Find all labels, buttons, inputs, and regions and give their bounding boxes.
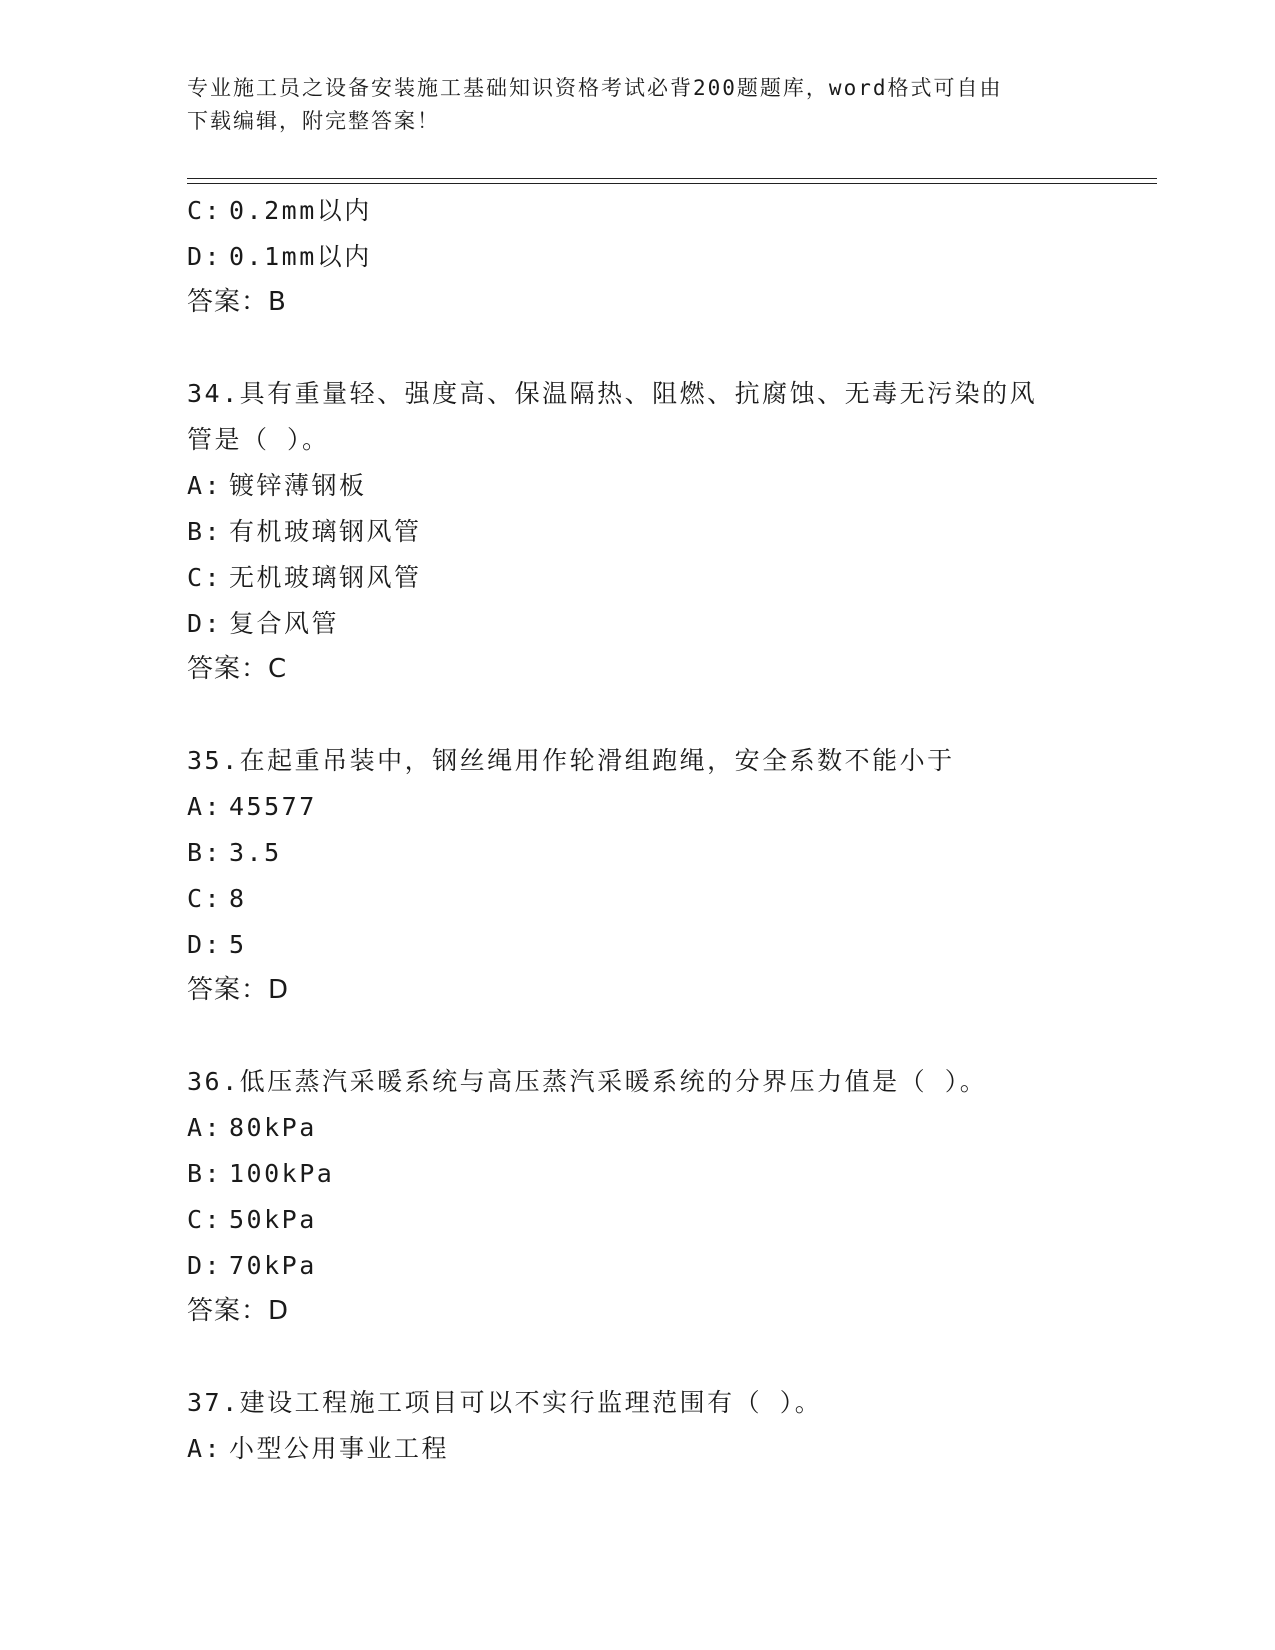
question-35	[187, 738, 1147, 1012]
question-stem: 34.具有重量轻、强度高、保温隔热、阻燃、抗腐蚀、无毒无污染的风 管是（ ）。	[187, 379, 1038, 454]
header-line-1: 专业施工员之设备安装施工基础知识资格考试必背200题题库，word格式可自由	[187, 76, 1003, 100]
option-d: D: 5	[187, 930, 247, 959]
option-b: B: 3.5	[187, 838, 282, 867]
answer-line: 答案：C	[187, 654, 288, 684]
question-stem: 37.建设工程施工项目可以不实行监理范围有（ ）。	[187, 1388, 823, 1417]
option-c: C: 无机玻璃钢风管	[187, 563, 422, 592]
answer-line: 答案：B	[187, 287, 287, 317]
question-list	[187, 188, 1147, 1472]
option-a: A: 45577	[187, 792, 317, 821]
answer-line: 答案：D	[187, 975, 290, 1005]
question-34	[187, 371, 1147, 691]
option-c: C: 8	[187, 884, 247, 913]
header-divider-top	[187, 178, 1157, 179]
question-37	[187, 1380, 1147, 1472]
option-c: C: 0.2mm以内	[187, 196, 372, 225]
option-d: D: 复合风管	[187, 609, 340, 638]
option-a: A: 80kPa	[187, 1113, 317, 1142]
option-d: D: 70kPa	[187, 1251, 317, 1280]
option-a: A: 镀锌薄钢板	[187, 471, 367, 500]
option-c: C: 50kPa	[187, 1205, 317, 1234]
carry-over-question	[187, 188, 1147, 324]
question-36	[187, 1059, 1147, 1333]
option-a: A: 小型公用事业工程	[187, 1434, 450, 1463]
header-divider-bottom	[187, 183, 1157, 184]
option-d: D: 0.1mm以内	[187, 242, 372, 271]
option-b: B: 有机玻璃钢风管	[187, 517, 422, 546]
question-stem: 35.在起重吊装中，钢丝绳用作轮滑组跑绳，安全系数不能小于	[187, 746, 955, 775]
answer-line: 答案：D	[187, 1296, 290, 1326]
header-line-2: 下载编辑，附完整答案！	[187, 109, 440, 133]
question-stem: 36.低压蒸汽采暖系统与高压蒸汽采暖系统的分界压力值是（ ）。	[187, 1067, 988, 1096]
option-b: B: 100kPa	[187, 1159, 335, 1188]
document-header	[187, 72, 1087, 138]
